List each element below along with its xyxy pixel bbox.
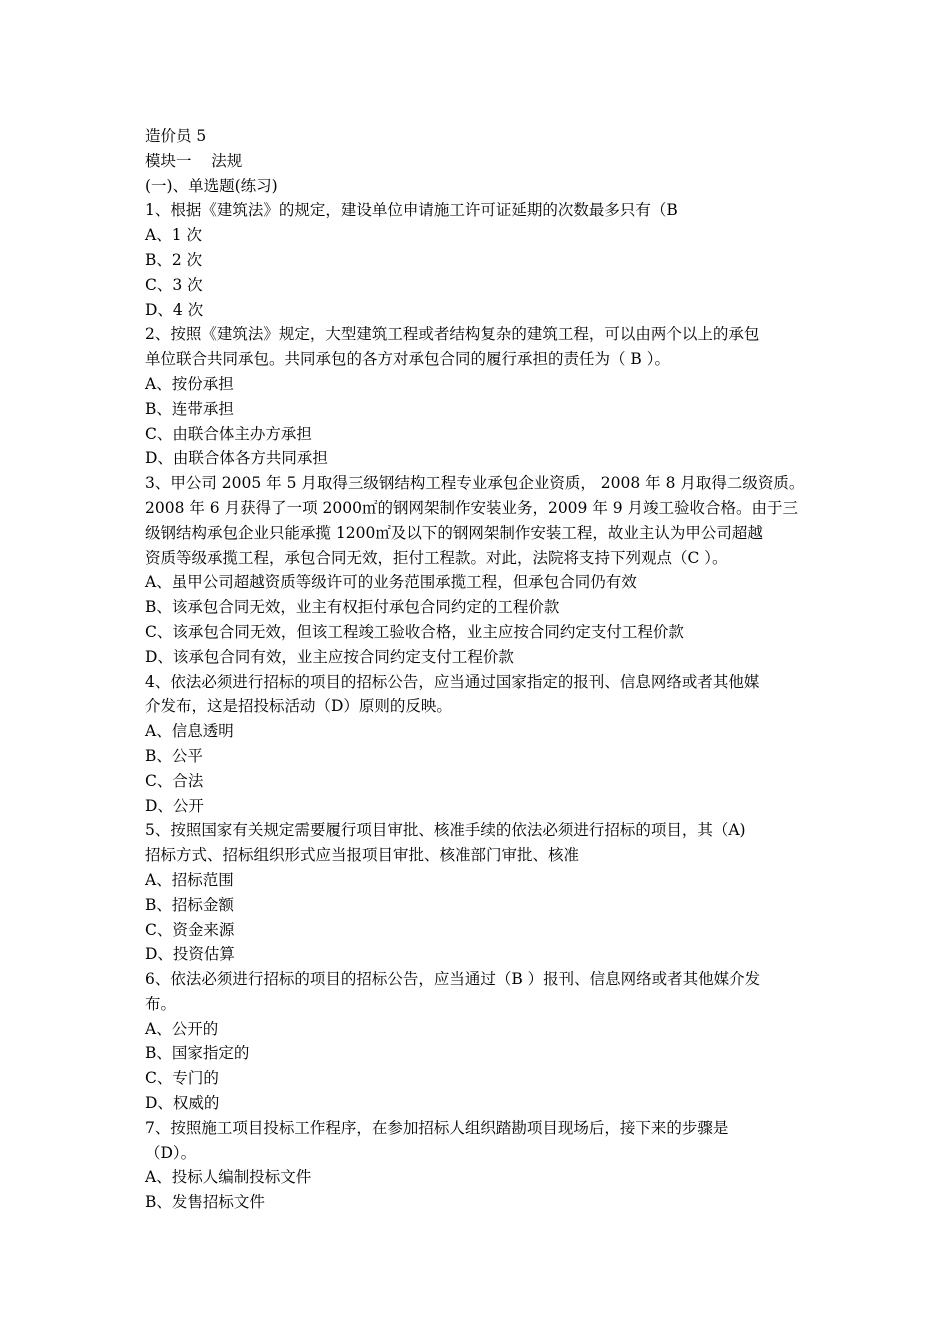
question-text: 6、依法必须进行招标的项目的招标公告，应当通过（B ）报刊、信息网络或者其他媒介发 (145, 970, 761, 989)
question-text: 单位联合共同承包。共同承包的各方对承包合同的履行承担的责任为（ B ）。 (145, 350, 670, 369)
question-text: 3、甲公司 2005 年 5 月取得三级钢结构工程专业承包企业资质， 2008 年 8 月取得二级资质。 (145, 474, 805, 493)
option-b: B、该承包合同无效，业主有权拒付承包合同约定的工程价款 (145, 598, 560, 617)
question-3 (145, 471, 825, 669)
option-b: B、连带承担 (145, 399, 234, 418)
option-c: C、该承包合同无效，但该工程竣工验收合格，业主应按合同约定支付工程价款 (145, 622, 684, 641)
option-a: A、1 次 (145, 226, 202, 245)
option-c: C、资金来源 (145, 920, 235, 939)
question-text: 2008 年 6 月获得了一项 2000㎡的钢网架制作安装业务，2009 年 9 月竣工验收合格。由于三 (145, 498, 799, 517)
question-6 (145, 967, 825, 1116)
option-a: A、公开的 (145, 1019, 219, 1038)
option-a: A、投标人编制投标文件 (145, 1168, 312, 1187)
option-d: D、该承包合同有效，业主应按合同约定支付工程价款 (145, 647, 514, 666)
option-c: C、由联合体主办方承担 (145, 424, 312, 443)
question-text: 5、按照国家有关规定需要履行项目审批、核准手续的依法必须进行招标的项目，其（A) (145, 821, 746, 840)
document-page (145, 124, 825, 1215)
question-text: 1、根据《建筑法》的规定，建设单位申请施工许可证延期的次数最多只有（B (145, 201, 678, 220)
document-title: 造价员 5 (145, 127, 207, 145)
option-a: A、按份承担 (145, 374, 234, 393)
option-a: A、招标范围 (145, 870, 234, 889)
question-text: 招标方式、招标组织形式应当报项目审批、核准部门审批、核准 (145, 846, 580, 865)
option-c: C、专门的 (145, 1069, 219, 1088)
question-text: 资质等级承揽工程，承包合同无效，拒付工程款。对此，法院将支持下列观点（C ）。 (145, 548, 728, 567)
question-text: 布。 (145, 994, 177, 1013)
option-b: B、国家指定的 (145, 1044, 250, 1063)
option-d: D、公开 (145, 796, 204, 815)
option-c: C、3 次 (145, 275, 203, 294)
question-4 (145, 670, 825, 819)
question-7 (145, 1116, 825, 1215)
section-heading: (一)、单选题(练习) (145, 176, 278, 195)
option-d: D、由联合体各方共同承担 (145, 449, 328, 468)
question-text: 2、按照《建筑法》规定，大型建筑工程或者结构复杂的建筑工程，可以由两个以上的承包 (145, 325, 760, 344)
question-2 (145, 322, 825, 471)
question-text: 4、依法必须进行招标的项目的招标公告，应当通过国家指定的报刊、信息网络或者其他媒 (145, 672, 760, 691)
question-text: 介发布，这是招投标活动（D）原则的反映。 (145, 697, 452, 716)
question-text: 级钢结构承包企业只能承揽 1200㎡及以下的钢网架制作安装工程，故业主认为甲公司超越 (145, 523, 763, 542)
option-d: D、权威的 (145, 1094, 220, 1113)
option-d: D、4 次 (145, 300, 204, 319)
question-1 (145, 198, 825, 322)
option-b: B、公平 (145, 746, 203, 765)
option-b: B、发售招标文件 (145, 1193, 265, 1212)
option-a: A、信息透明 (145, 722, 234, 741)
option-c: C、合法 (145, 771, 204, 790)
option-b: B、招标金额 (145, 895, 234, 914)
option-a: A、虽甲公司超越资质等级许可的业务范围承揽工程，但承包合同仍有效 (145, 573, 637, 592)
question-5 (145, 818, 825, 967)
module-heading: 模块一 法规 (145, 151, 243, 170)
option-b: B、2 次 (145, 250, 203, 269)
question-text: （D）。 (145, 1143, 197, 1162)
option-d: D、投资估算 (145, 945, 235, 964)
question-text: 7、按照施工项目投标工作程序，在参加招标人组织踏勘项目现场后，接下来的步骤是 (145, 1118, 729, 1137)
